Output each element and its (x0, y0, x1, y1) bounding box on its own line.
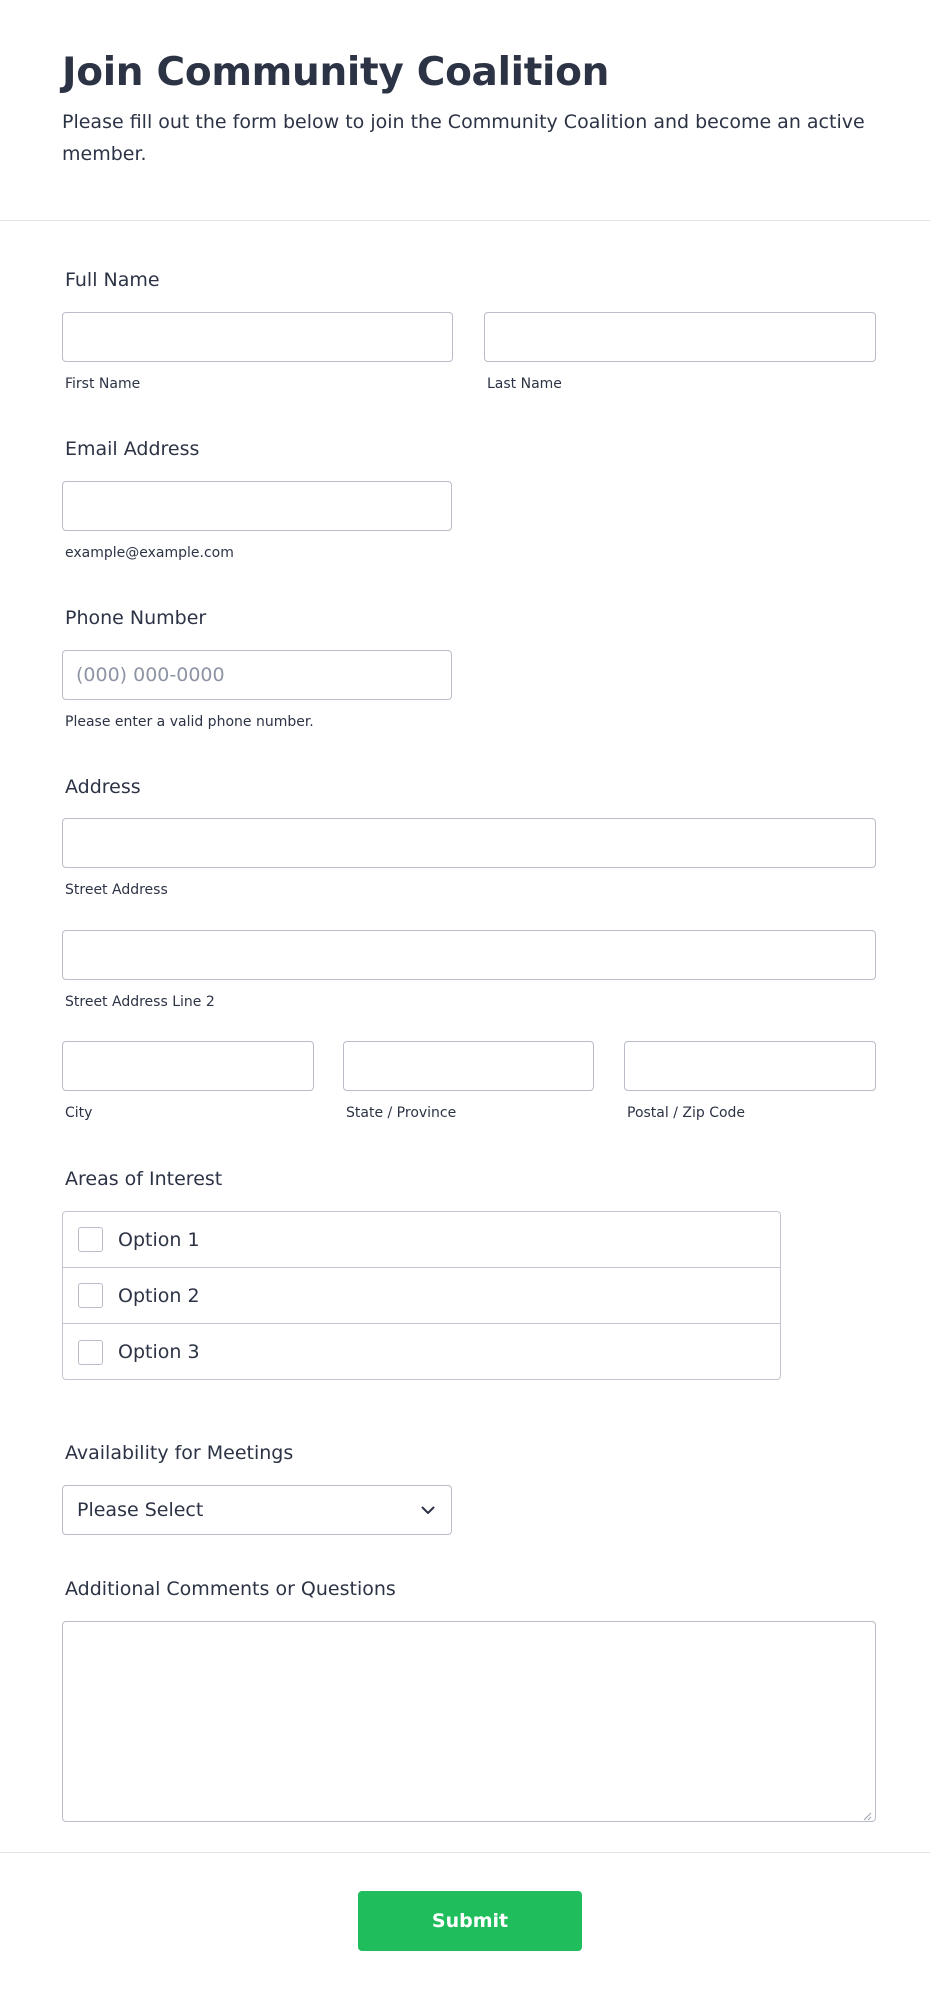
interests-checkbox-group (62, 1211, 781, 1380)
availability-select[interactable] (62, 1485, 452, 1535)
checkbox[interactable] (78, 1227, 103, 1252)
full-name-label: Full Name (65, 269, 160, 291)
comments-textarea[interactable] (62, 1621, 876, 1822)
phone-input[interactable] (62, 650, 452, 700)
first-name-sublabel: First Name (65, 376, 141, 392)
option-label: Option 2 (118, 1284, 200, 1307)
interests-label: Areas of Interest (65, 1168, 223, 1190)
checkbox[interactable] (78, 1283, 103, 1308)
checkbox[interactable] (78, 1340, 103, 1365)
state-input[interactable] (343, 1041, 594, 1091)
submit-button[interactable]: Submit (358, 1891, 582, 1951)
first-name-input[interactable] (62, 312, 453, 362)
page-title: Join Community Coalition (62, 50, 610, 95)
address-label: Address (65, 776, 141, 798)
phone-sublabel: Please enter a valid phone number. (65, 714, 314, 730)
resize-handle-icon[interactable] (860, 1806, 872, 1818)
postal-code-sublabel: Postal / Zip Code (627, 1105, 746, 1121)
comments-label: Additional Comments or Questions (65, 1578, 396, 1600)
postal-code-input[interactable] (624, 1041, 876, 1091)
street-address-line2-sublabel: Street Address Line 2 (65, 994, 215, 1010)
street-address-line2-input[interactable] (62, 930, 876, 980)
last-name-sublabel: Last Name (487, 376, 562, 392)
city-input[interactable] (62, 1041, 314, 1091)
last-name-input[interactable] (484, 312, 876, 362)
interest-option-2[interactable] (63, 1268, 780, 1324)
state-sublabel: State / Province (346, 1105, 457, 1121)
footer-divider (0, 1852, 930, 1853)
email-input[interactable] (62, 481, 452, 531)
city-sublabel: City (65, 1105, 93, 1121)
interest-option-3[interactable] (63, 1324, 780, 1380)
page-subtitle: Please fill out the form below to join the Community Coalition and become an active member. (62, 111, 865, 165)
chevron-down-icon (419, 1501, 437, 1519)
option-label: Option 3 (118, 1341, 200, 1363)
availability-label: Availability for Meetings (65, 1442, 294, 1464)
email-sublabel: example@example.com (65, 545, 234, 561)
interest-option-1[interactable] (63, 1212, 780, 1268)
street-address-sublabel: Street Address (65, 882, 168, 898)
street-address-input[interactable] (62, 818, 876, 868)
option-label: Option 1 (118, 1228, 200, 1251)
form-header (0, 0, 930, 221)
email-label: Email Address (65, 438, 200, 460)
select-value: Please Select (77, 1499, 204, 1521)
phone-label: Phone Number (65, 607, 207, 629)
